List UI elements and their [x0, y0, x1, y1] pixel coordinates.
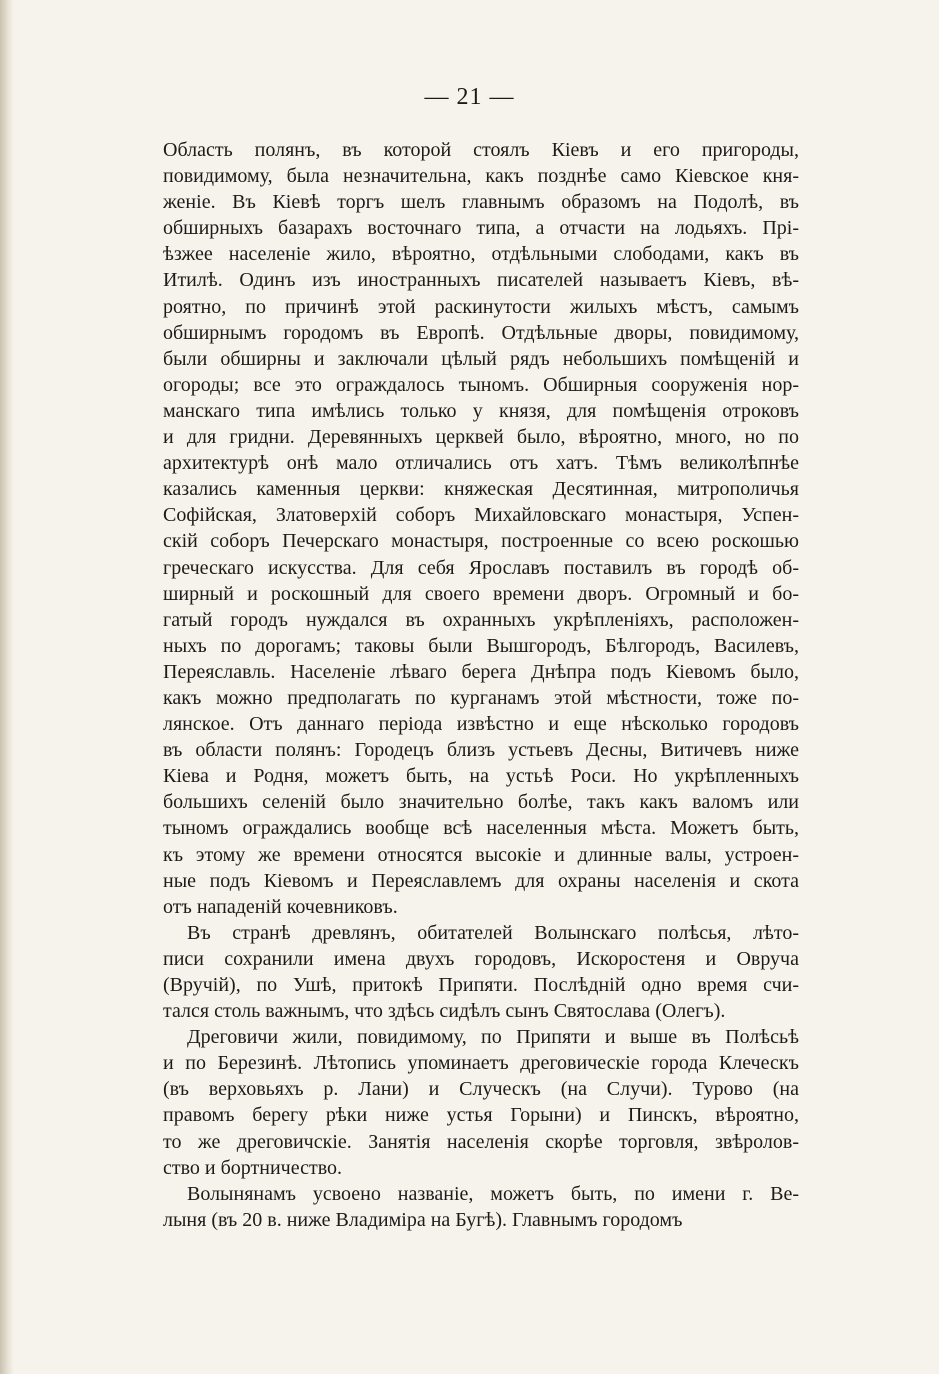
text-line: Въ странѣ древлянъ, обитателей Волынскаго полѣсья, лѣто- — [187, 921, 799, 944]
text-line: были обширны и заключали цѣлый рядъ небольшихъ помѣщеній и — [163, 347, 799, 370]
text-line: тыномъ ограждались вообще всѣ населенныя мѣста. Можетъ быть, — [163, 817, 799, 840]
text-line: скій соборъ Печерскаго монастыря, построенные со всею роскошью — [163, 530, 799, 553]
paragraph — [163, 1024, 799, 1181]
text-line: Софійская, Златоверхій соборъ Михайловскаго монастыря, Успен- — [163, 504, 799, 527]
text-line: ныхъ по дорогамъ; таковы были Вышгородъ, Бѣлгородъ, Василевъ, — [163, 634, 799, 657]
body-text — [163, 137, 799, 1233]
text-line: архитектурѣ онѣ мало отличались отъ хатъ. Тѣмъ великолѣпнѣе — [163, 452, 799, 475]
paragraph — [163, 137, 799, 920]
text-line: Итилѣ. Одинъ изъ иностранныхъ писателей называетъ Кіевъ, вѣ- — [163, 269, 799, 292]
text-line: Переяславль. Населеніе лѣваго берега Днѣпра подъ Кіевомъ было, — [163, 660, 799, 683]
paragraph — [163, 920, 799, 1024]
text-line: тался столь важнымъ, что здѣсь сидѣлъ сынъ Святослава (Олегъ). — [163, 1000, 726, 1023]
text-line: и по Березинѣ. Лѣтопись упоминаетъ дреговическіе города Клеческъ — [163, 1052, 799, 1075]
text-line: къ этому же времени относятся высокіе и длинные валы, устроен- — [163, 843, 799, 866]
text-line: (въ верховьяхъ р. Лани) и Случескъ (на Случи). Турово (на — [163, 1078, 799, 1101]
text-line: манскаго типа имѣлись только у князя, для помѣщенія отроковъ — [163, 399, 799, 422]
text-line: лянское. Отъ даннаго періода извѣстно и еще нѣсколько городовъ — [163, 713, 799, 736]
text-line: казались каменныя церкви: княжеская Десятинная, митрополичья — [163, 478, 799, 501]
text-line: отъ нападеній кочевниковъ. — [163, 895, 398, 918]
text-line: въ области полянъ: Городецъ близъ устьевъ Десны, Витичевъ ниже — [163, 739, 799, 762]
text-line: ѣзжее населеніе жило, вѣроятно, отдѣльными слободами, какъ въ — [163, 243, 799, 266]
text-line: огороды; все это ограждалось тыномъ. Обширныя сооруженія нор- — [163, 373, 799, 396]
text-line: Дреговичи жили, повидимому, по Припяти и выше въ Полѣсьѣ — [187, 1026, 799, 1049]
text-line: гатый городъ нуждался въ охранныхъ укрѣпленіяхъ, расположен- — [163, 608, 799, 631]
paragraph — [163, 1181, 799, 1233]
text-line: писи сохранили имена двухъ городовъ, Искоростеня и Овруча — [163, 947, 799, 970]
text-line: ширный и роскошный для своего времени дворъ. Огромный и бо- — [163, 582, 799, 605]
text-line: какъ можно предполагать по курганамъ этой мѣстности, тоже по- — [163, 686, 799, 709]
text-line: обширнымъ городомъ въ Европѣ. Отдѣльные дворы, повидимому, — [163, 321, 799, 344]
text-line: Кіева и Родня, можетъ быть, на устьѣ Роси. Но укрѣпленныхъ — [163, 765, 799, 788]
text-line: правомъ берегу рѣки ниже устья Горыни) и Пинскъ, вѣроятно, — [163, 1104, 799, 1127]
text-line: женіе. Въ Кіевѣ торгъ шелъ главнымъ образомъ на Подолѣ, въ — [163, 191, 799, 214]
text-line: ные подъ Кіевомъ и Переяславлемъ для охраны населенія и скота — [163, 869, 799, 892]
page-edge-shadow — [0, 0, 14, 1374]
text-line: обширныхъ базарахъ восточнаго типа, а отчасти на лодьяхъ. Прі- — [163, 217, 799, 240]
text-line: (Вручій), по Ушѣ, притокѣ Припяти. Послѣдній одно время счи- — [163, 974, 799, 996]
text-line: ство и бортничество. — [163, 1156, 343, 1179]
text-line: Область полянъ, въ которой стоялъ Кіевъ и его пригороды, — [163, 139, 799, 161]
text-line: роятно, по причинѣ этой раскинутости жилыхъ мѣстъ, самымъ — [163, 295, 799, 318]
text-line: повидимому, была незначительна, какъ позднѣе само Кіевское кня- — [163, 165, 799, 188]
text-line: Волынянамъ усвоено названіе, можетъ быть, по имени г. Ве- — [187, 1182, 799, 1205]
text-line: греческаго искусства. Для себя Ярославъ поставилъ въ городѣ об- — [163, 556, 799, 579]
text-line: лыня (въ 20 в. ниже Владиміра на Бугѣ). Главнымъ городомъ — [163, 1208, 683, 1231]
page-number: — 21 — — [424, 84, 515, 110]
text-line: то же дреговичскіе. Занятія населенія скорѣе торговля, звѣролов- — [163, 1130, 799, 1153]
text-line: и для гридни. Деревянныхъ церквей было, вѣроятно, много, но по — [163, 426, 799, 449]
text-line: большихъ селеній было значительно болѣе, такъ какъ валомъ или — [163, 791, 799, 814]
